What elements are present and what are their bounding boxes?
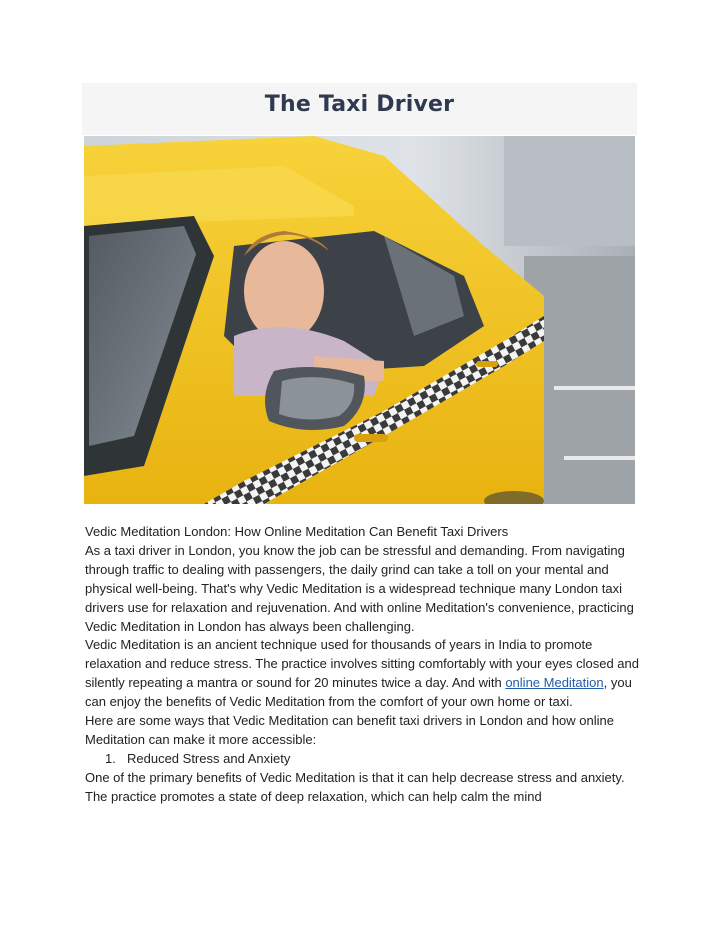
article-body: [85, 523, 645, 807]
paragraph-vedic-text-2: , you can enjoy the benefits of Vedic Meditation from the comfort of your own home or taxi.: [85, 675, 632, 710]
list-item: [85, 750, 645, 769]
online-meditation-link[interactable]: online Meditation: [505, 675, 604, 691]
article-heading: Vedic Meditation London: How Online Meditation Can Benefit Taxi Drivers: [85, 524, 509, 539]
paragraph-benefits-intro: Here are some ways that Vedic Meditation can benefit taxi drivers in London and how online Meditation can make it more accessible:: [85, 713, 614, 747]
list-item-number: 1.: [105, 750, 116, 766]
benefits-list: [85, 750, 645, 769]
paragraph-vedic: [85, 636, 645, 712]
paragraph-intro: As a taxi driver in London, you know the job can be stressful and demanding. From navigating through traffic to dealing with passengers, the daily grind can take a toll on your mental and physical well-being. That's why Vedic Meditation is a widespread technique many London taxi drivers use for relaxation and rejuvenation. And with online Meditation's convenience, practicing Vedic Meditation in London has always been challenging.: [85, 542, 634, 634]
page-title: The Taxi Driver: [264, 92, 455, 117]
list-item-text: Reduced Stress and Anxiety: [127, 750, 291, 766]
paragraph-vedic-text-1: Vedic Meditation is an ancient technique used for thousands of years in India to promote relaxation and reduce stress. The practice involves sitting comfortably with your eyes closed and silently repeating a mantra or sound for 20 minutes twice a day. And with: [85, 637, 639, 691]
hero-image: [84, 136, 635, 504]
paragraph-stress: One of the primary benefits of Vedic Meditation is that it can help decrease stress and anxiety. The practice promotes a state of deep relaxation, which can help calm the mind: [85, 769, 625, 804]
title-banner: [82, 83, 637, 135]
